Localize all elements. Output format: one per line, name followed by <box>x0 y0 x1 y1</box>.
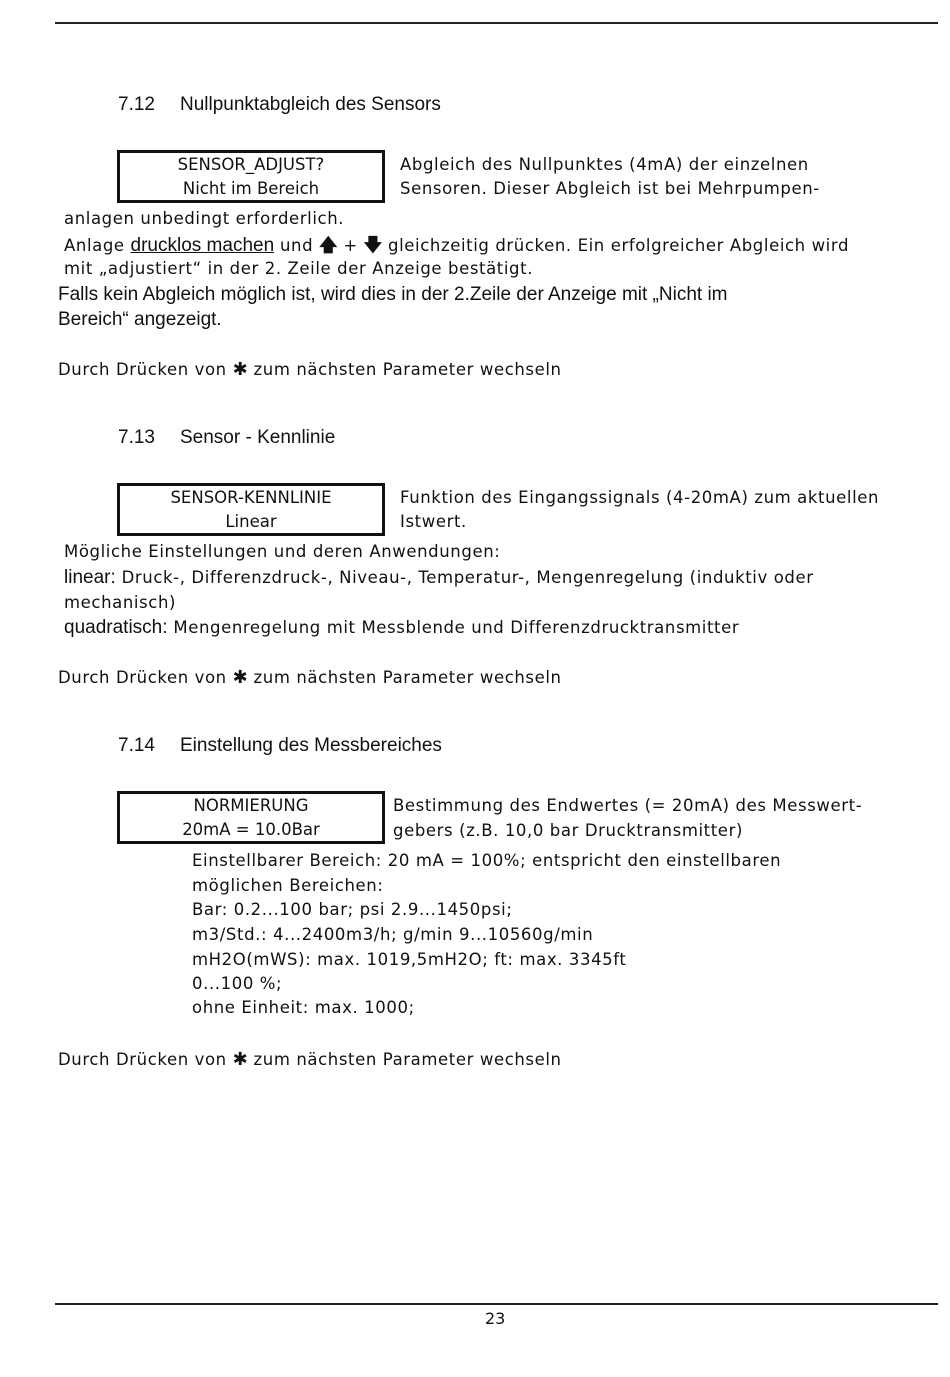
description-line: anlagen unbedingt erforderlich. <box>64 209 345 228</box>
next-text: zum nächsten Parameter wechseln <box>247 360 562 379</box>
section-title: Nullpunktabgleich des Sensors <box>180 94 441 115</box>
next-parameter-line <box>58 359 562 380</box>
range-line: mH2O(mWS): max. 1019,5mH2O; ft: max. 3345ft <box>192 950 627 969</box>
option-label: linear: <box>64 567 116 588</box>
section-title: Einstellung des Messbereiches <box>180 735 442 756</box>
range-line: 0...100 %; <box>192 974 283 993</box>
display-line-1: SENSOR_ADJUST? <box>177 155 325 174</box>
star-key-icon: ✱ <box>232 667 248 688</box>
option-text: Mengenregelung mit Messblende und Differenzdrucktransmitter <box>167 618 740 637</box>
next-text: zum nächsten Parameter wechseln <box>247 1050 562 1069</box>
star-key-icon: ✱ <box>232 1049 248 1070</box>
range-line: m3/Std.: 4...2400m3/h; g/min 9...10560g/min <box>192 925 594 944</box>
option-quadratic <box>64 617 739 639</box>
next-text: Durch Drücken von <box>58 360 233 379</box>
display-line-2: Linear <box>225 512 277 531</box>
instruction-text: und <box>274 236 320 255</box>
option-linear-continued: mechanisch) <box>64 593 177 612</box>
description-line: Funktion des Eingangssignals (4-20mA) zum aktuellen <box>400 488 880 507</box>
next-text: Durch Drücken von <box>58 668 233 687</box>
display-box-sensor-kennlinie <box>117 483 385 536</box>
section-heading-7-12 <box>118 94 441 116</box>
section-heading-7-13 <box>118 427 335 449</box>
section-title: Sensor - Kennlinie <box>180 427 336 448</box>
instruction-text: Anlage <box>64 236 131 255</box>
display-line-2: 20mA = 10.0Bar <box>182 820 320 839</box>
instruction-text: gleichzeitig drücken. Ein erfolgreicher Abgleich wird <box>382 236 850 255</box>
description-line: Sensoren. Dieser Abgleich ist bei Mehrpumpen- <box>400 179 820 198</box>
section-number: 7.13 <box>118 427 155 448</box>
range-line: Einstellbarer Bereich: 20 mA = 100%; entspricht den einstellbaren <box>192 851 782 870</box>
top-rule <box>55 22 938 24</box>
option-linear <box>64 567 814 589</box>
section-heading-7-14 <box>118 735 442 757</box>
instruction-text: + <box>337 236 364 255</box>
note-line: Bereich“ angezeigt. <box>58 309 222 330</box>
section-number: 7.14 <box>118 735 155 756</box>
option-label: quadratisch: <box>64 617 168 638</box>
page-number: 23 <box>485 1309 506 1328</box>
instruction-line: mit „adjustiert“ in der 2. Zeile der Anzeige bestätigt. <box>64 259 534 278</box>
next-text: zum nächsten Parameter wechseln <box>247 668 562 687</box>
range-line: möglichen Bereichen: <box>192 876 384 895</box>
description-line: gebers (z.B. 10,0 bar Drucktransmitter) <box>393 821 743 840</box>
down-arrow-icon: 🡇 <box>363 235 383 256</box>
options-intro: Mögliche Einstellungen und deren Anwendungen: <box>64 542 501 561</box>
description-line: Istwert. <box>400 512 467 531</box>
bottom-rule <box>55 1303 938 1305</box>
display-line-2: Nicht im Bereich <box>182 179 320 198</box>
display-box-normierung <box>117 791 385 844</box>
up-arrow-icon: 🡅 <box>319 235 338 256</box>
description-line: Abgleich des Nullpunktes (4mA) der einzelnen <box>400 155 809 174</box>
star-key-icon: ✱ <box>232 359 248 380</box>
range-line: ohne Einheit: max. 1000; <box>192 998 415 1017</box>
description-line: Bestimmung des Endwertes (= 20mA) des Messwert- <box>393 796 863 815</box>
next-text: Durch Drücken von <box>58 1050 233 1069</box>
underlined-text: drucklos machen <box>130 235 275 256</box>
display-line-1: SENSOR-KENNLINIE <box>170 488 332 507</box>
next-parameter-line <box>58 1049 562 1070</box>
section-number: 7.12 <box>118 94 155 115</box>
display-line-1: NORMIERUNG <box>193 796 309 815</box>
range-line: Bar: 0.2...100 bar; psi 2.9...1450psi; <box>192 900 513 919</box>
display-box-sensor-adjust <box>117 150 385 203</box>
option-text: Druck-, Differenzdruck-, Niveau-, Temperatur-, Mengenregelung (induktiv oder <box>115 568 814 587</box>
note-line: Falls kein Abgleich möglich ist, wird dies in der 2.Zeile der Anzeige mit „Nicht im <box>58 284 728 305</box>
next-parameter-line <box>58 667 562 688</box>
